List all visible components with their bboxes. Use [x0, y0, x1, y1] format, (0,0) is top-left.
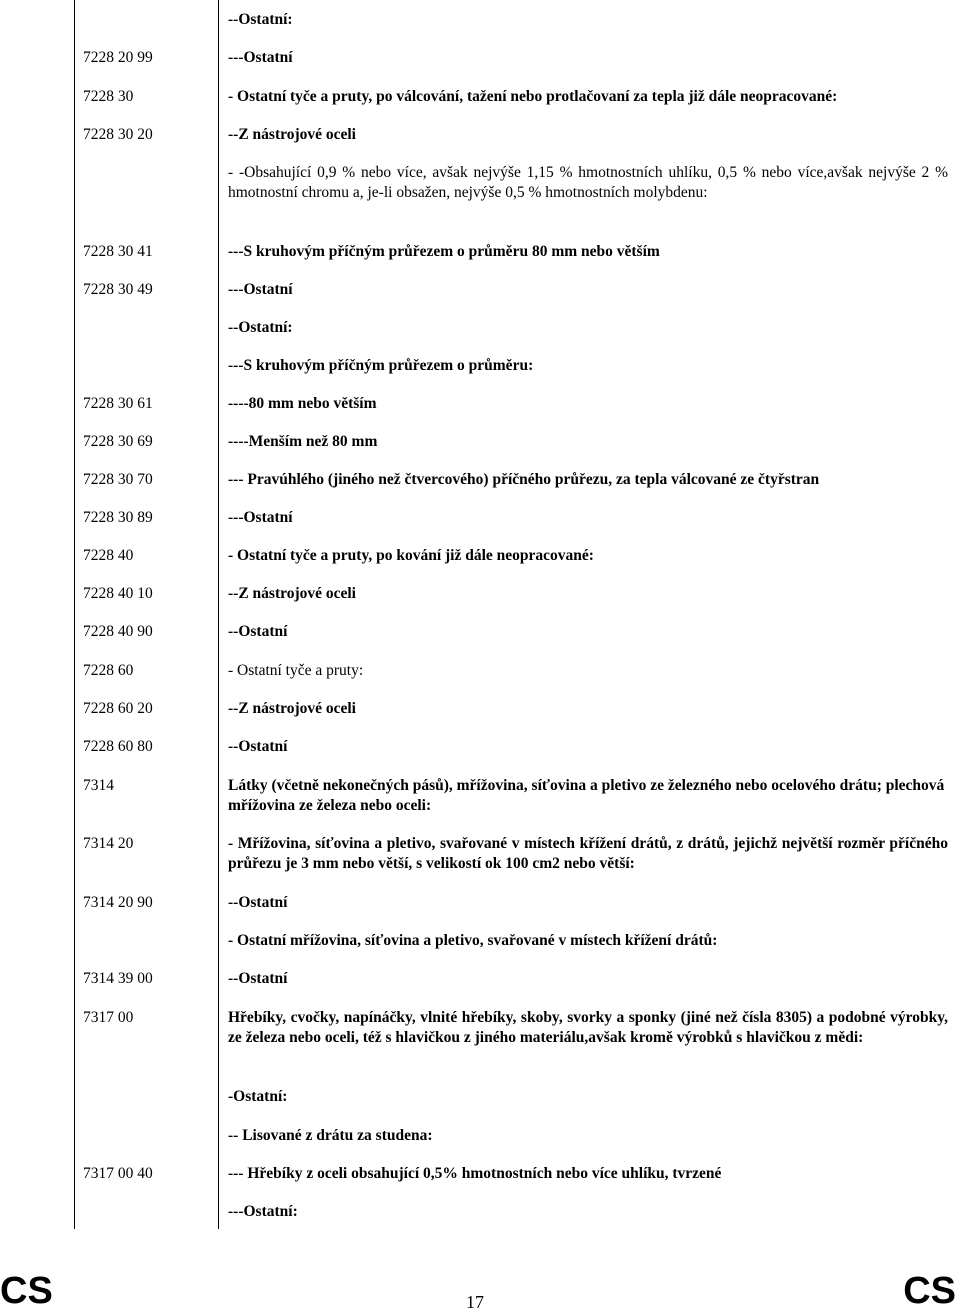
description-cell: ---S kruhovým příčným průřezem o průměru 80 mm nebo větším — [228, 243, 660, 260]
description-cell: - Ostatní tyče a pruty: — [228, 662, 364, 679]
code-cell: 7228 40 90 — [83, 623, 153, 640]
code-cell: 7228 30 61 — [83, 395, 153, 412]
page-number: 17 — [466, 1292, 484, 1312]
footer-language-mark-left: CS — [0, 1270, 53, 1312]
description-cell: Hřebíky, cvočky, napínáčky, vlnité hřebíky, skoby, svorky a sponky (jiné než čísla 8305) a podobné výrobky, ze železa nebo oceli, též s hlavičkou z jiného materiálu,avšak kromě výrobků s hlavičkou z mědi: — [228, 1009, 948, 1046]
code-cell: 7314 — [83, 777, 114, 794]
table-border-divider — [218, 0, 219, 1229]
description-cell: - Mřížovina, síťovina a pletivo, svařované v místech křížení drátů, z drátů, jejichž největší rozměr příčného průřezu je 3 mm nebo větší, s velikostí ok 100 cm2 nebo větší: — [228, 835, 948, 872]
description-cell: -Ostatní: — [228, 1088, 288, 1105]
description-cell: - -Obsahující 0,9 % nebo více, avšak nejvýše 1,15 % hmotnostních uhlíku, 0,5 % nebo více,avšak nejvýše 2 % hmotnostní chromu a, je-li obsažen, nejvýše 0,5 % hmotnostních molybdenu: — [228, 164, 948, 201]
description-cell: --Z nástrojové oceli — [228, 585, 356, 602]
code-cell: 7228 60 20 — [83, 700, 153, 717]
code-cell: 7228 30 89 — [83, 509, 153, 526]
code-cell: 7228 30 70 — [83, 471, 153, 488]
description-cell: --Ostatní: — [228, 319, 293, 336]
code-cell: 7317 00 — [83, 1009, 134, 1026]
code-cell: 7314 20 90 — [83, 894, 153, 911]
description-cell: --- Hřebíky z oceli obsahující 0,5% hmotnostních nebo více uhlíku, tvrzené — [228, 1165, 722, 1182]
footer-language-mark-right: CS — [903, 1270, 956, 1312]
description-cell: --Ostatní — [228, 738, 288, 755]
code-cell: 7314 20 — [83, 835, 134, 852]
description-cell: --- Pravúhlého (jiného než čtvercového) příčného průřezu, za tepla válcované ze čtyřstran — [228, 471, 820, 488]
description-cell: ----Menším než 80 mm — [228, 433, 378, 450]
code-cell: 7228 30 41 — [83, 243, 153, 260]
description-cell: ---S kruhovým příčným průřezem o průměru: — [228, 357, 534, 374]
code-cell: 7228 30 49 — [83, 281, 153, 298]
description-cell: --Z nástrojové oceli — [228, 700, 356, 717]
code-cell: 7314 39 00 — [83, 970, 153, 987]
description-cell: --Ostatní — [228, 623, 288, 640]
description-cell: --Ostatní — [228, 970, 288, 987]
description-cell: -- Lisované z drátu za studena: — [228, 1127, 433, 1144]
description-cell: - Ostatní mřížovina, síťovina a pletivo, svařované v místech křížení drátů: — [228, 932, 718, 949]
description-cell: --Z nástrojové oceli — [228, 126, 356, 143]
description-cell: ---Ostatní — [228, 281, 293, 298]
code-cell: 7228 40 — [83, 547, 134, 564]
description-cell: --Ostatní: — [228, 11, 293, 28]
description-cell: - Ostatní tyče a pruty, po válcování, tažení nebo protlačovaní za tepla již dále neopracované: — [228, 88, 838, 105]
description-cell: ----80 mm nebo větším — [228, 395, 377, 412]
code-cell: 7228 40 10 — [83, 585, 153, 602]
table-border-left — [74, 0, 75, 1229]
code-cell: 7317 00 40 — [83, 1165, 153, 1182]
code-cell: 7228 20 99 — [83, 49, 153, 66]
description-cell: --Ostatní — [228, 894, 288, 911]
code-cell: 7228 30 — [83, 88, 134, 105]
description-cell: - Ostatní tyče a pruty, po kování již dále neopracované: — [228, 547, 594, 564]
code-cell: 7228 30 20 — [83, 126, 153, 143]
code-cell: 7228 60 80 — [83, 738, 153, 755]
description-cell: ---Ostatní: — [228, 1203, 298, 1220]
description-cell: ---Ostatní — [228, 49, 293, 66]
code-cell: 7228 30 69 — [83, 433, 153, 450]
description-cell: ---Ostatní — [228, 509, 293, 526]
description-cell: Látky (včetně nekonečných pásů), mřížovina, síťovina a pletivo ze železného nebo ocelového drátu; plechová mřížovina ze železa nebo oceli: — [228, 777, 945, 814]
code-cell: 7228 60 — [83, 662, 134, 679]
